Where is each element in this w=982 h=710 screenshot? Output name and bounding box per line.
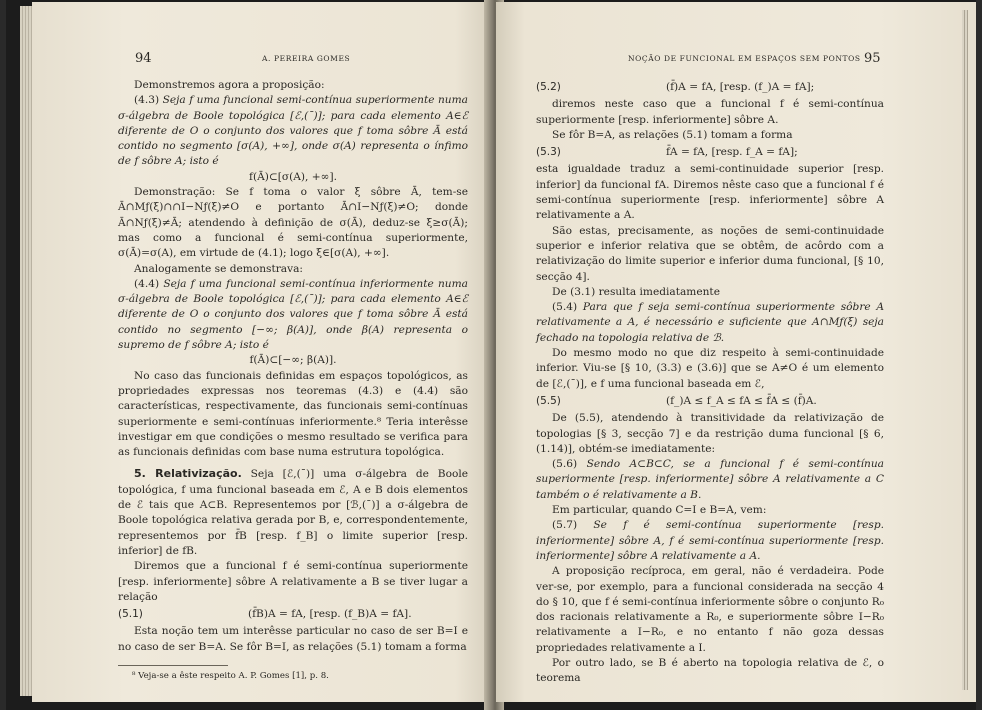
section-text: Seja [ℰ,(¯)] uma σ-álgebra de Boole topológica, f uma funcional baseada em ℰ, A e B dois elementos de ℰ tais que A⊂B. Representemos por [ℬ,(¯)] a σ-álgebra de Boole topológica relativa gerada por B, e, correspondentemente, representemos por f̄B [resp. f_B] o limite superior [resp. inferior] de fB.	[118, 468, 468, 557]
equation-label: (5.1)	[118, 608, 143, 621]
right-running-head: NOÇÃO DE FUNCIONAL EM ESPAÇOS SEM PONTOS	[628, 54, 861, 63]
right-page-number: 95	[864, 51, 881, 66]
paragraph: De (5.5), atendendo à transitividade da relativização de topologias [§ 3, secção 7] e da restrição duma funcional [§ 6, (1.14)], obtém-se imediatamente:	[536, 412, 884, 455]
theorem-label: (5.4)	[552, 301, 578, 314]
theorem-text: Seja f uma funcional semi-contínua superiormente numa σ-álgebra de Boole topológica [ℰ,(¯)]; para cada elemento A∈ℰ diferente de O o conjunto dos valores que f toma sôbre Ā está contido no segmento [σ(A), +∞], onde σ(A) representa o ínfimo de f sôbre A; isto é	[118, 94, 468, 168]
equation-body: (f̄)A = fA, [resp. (f_)A = fA];	[666, 81, 815, 93]
equation-body: (f_)A ≤ f_A ≤ fA ≤ f̄A ≤ (f̄)A.	[666, 394, 817, 407]
theorem-text: Sendo A⊂B⊂C, se a funcional f é semi-contínua superiormente [resp. inferiormente] sôbre A relativamente a C também o é relativamente a B.	[536, 458, 884, 501]
theorem-label: (4.3)	[134, 94, 160, 107]
book-spread	[6, 0, 976, 710]
theorem-label: (5.6)	[552, 458, 578, 471]
left-page	[32, 2, 492, 702]
equation-5-2	[536, 80, 884, 95]
paragraph: Esta noção tem um interêsse particular no caso de ser B=I e no caso de ser B=A. Se fôr B=I, as relações (5.1) tomam a forma	[118, 625, 468, 653]
paragraph: diremos neste caso que a funcional f é semi-contínua superiormente [resp. inferiormente] sôbre A.	[536, 98, 884, 126]
left-running-head: A. PEREIRA GOMES	[262, 54, 351, 63]
section-5-paragraph	[118, 466, 468, 559]
section-heading: 5. Relativização.	[134, 467, 242, 481]
proof-paragraph: Demonstração: Se f toma o valor ξ sôbre Ā, tem-se Ā∩Mƒ(ξ)∩∩I−Nƒ(ξ)≠O e portanto Ā∩I−Nƒ(ξ)≠O; donde Ā∩Nƒ(ξ)≠Ā; atendendo à definição de σ(Ā), deduz-se ξ≥σ(Ā); mas como a funcional é semi-contínua superiormente, σ(Ā)=σ(A), em virtude de (4.1); logo ξ∈[σ(A), +∞].	[118, 186, 468, 260]
paragraph: No caso das funcionais definidas em espaços topológicos, as propriedades expressas nos teoremas (4.3) e (4.4) são características, respectivamente, das funcionais semi-contínuas superiormente e semi-contínuas inferiormente.⁸ Teria interêsse investigar em que condições o mesmo resultado se verifica para as funcionais definidas com base numa estrutura topológica.	[118, 369, 468, 459]
paragraph: esta igualdade traduz a semi-continuidade superior [resp. inferior] da funcional fA. Diremos nêste caso que a funcional f é semi-contínua superiormente [resp. inferiormente] sôbre A relativamente a A.	[536, 163, 884, 222]
paragraph: A proposição recíproca, em geral, não é verdadeira. Pode ver-se, por exemplo, para a funcional considerada na secção 4 do § 10, que f é semi-contínua inferiormente sôbre o conjunto R₀ dos racionais relativamente a R₀, e superiormente sôbre I−R₀ relativamente a I−R₀, e no entanto f não goza dessas propriedades relativamente a I.	[536, 565, 884, 654]
theorem-4-4	[118, 277, 468, 353]
theorem-text: Seja f uma funcional semi-contínua inferiormente numa σ-álgebra de Boole topológica [ℰ,(¯)]; para cada elemento A∈ℰ diferente de O o conjunto dos valores que f toma sôbre Ā está contido no segmento [−∞; β(A)], onde β(A) representa o supremo de f sôbre A; isto é	[118, 277, 468, 352]
footnote: ⁸ Veja-se a êste respeito A. P. Gomes [1], p. 8.	[132, 670, 329, 681]
right-page	[496, 2, 976, 702]
display-formula: f(Ā)⊂[σ(A), +∞].	[249, 170, 337, 183]
equation-5-1	[118, 607, 468, 622]
theorem-5-6	[536, 457, 884, 503]
equation-label: (5.5)	[536, 394, 561, 407]
theorem-5-7	[536, 518, 884, 564]
paragraph: São estas, precisamente, as noções de semi-continuidade superior e inferior relativa que se obtêm, de acôrdo com a relativização do limite superior e inferior duma funcional, [§ 10, secção 4].	[536, 224, 884, 283]
equation-label: (5.2)	[536, 81, 561, 93]
theorem-label: (4.4)	[134, 277, 160, 290]
theorem-text: Para que f seja semi-contínua superiormente sôbre A relativamente a A, é necessário e suficiente que A∩Mƒ(ξ) seja fechado na topologia relativa de ℬ.	[536, 301, 884, 344]
equation-body: f̄A = fA, [resp. f_A = fA];	[666, 146, 798, 159]
paragraph: Em particular, quando C=I e B=A, vem:	[552, 504, 767, 517]
paragraph: Diremos que a funcional f é semi-contínua superiormente [resp. inferiormente] sôbre A relativamente a B se tiver lugar a relação	[118, 560, 468, 603]
paragraph: Demonstremos agora a proposição:	[134, 79, 325, 91]
theorem-text: Se f é semi-contínua superiormente [resp. inferiormente] sôbre A, f é semi-contínua superiormente [resp. inferiormente] sôbre A relativamente a A.	[536, 519, 884, 562]
paragraph: Do mesmo modo no que diz respeito à semi-continuidade inferior. Viu-se [§ 10, (3.3) e (3.6)] que se A≠O é um elemento de [ℰ,(¯)], e f uma funcional baseada em ℰ,	[536, 347, 884, 390]
equation-body: (f̄B)A = fA, [resp. (f_B)A = fA].	[248, 608, 412, 621]
display-formula: f(Ā)⊂[−∞; β(A)].	[249, 354, 337, 367]
paragraph: Por outro lado, se B é aberto na topologia relativa de ℰ, o teorema	[536, 656, 884, 685]
footnote-rule	[118, 665, 228, 666]
theorem-4-3	[118, 93, 468, 169]
left-text-block	[118, 78, 468, 682]
paragraph: De (3.1) resulta imediatamente	[552, 285, 720, 298]
paragraph: Se fôr B=A, as relações (5.1) tomam a forma	[552, 128, 793, 141]
left-page-number: 94	[135, 51, 152, 66]
equation-label: (5.3)	[536, 146, 561, 159]
equation-5-5	[536, 394, 884, 409]
right-page-edges	[962, 10, 968, 690]
theorem-5-4	[536, 300, 884, 346]
right-text-block	[536, 78, 884, 687]
theorem-label: (5.7)	[552, 519, 578, 532]
equation-5-3	[536, 145, 884, 160]
paragraph: Analogamente se demonstrava:	[134, 262, 303, 275]
